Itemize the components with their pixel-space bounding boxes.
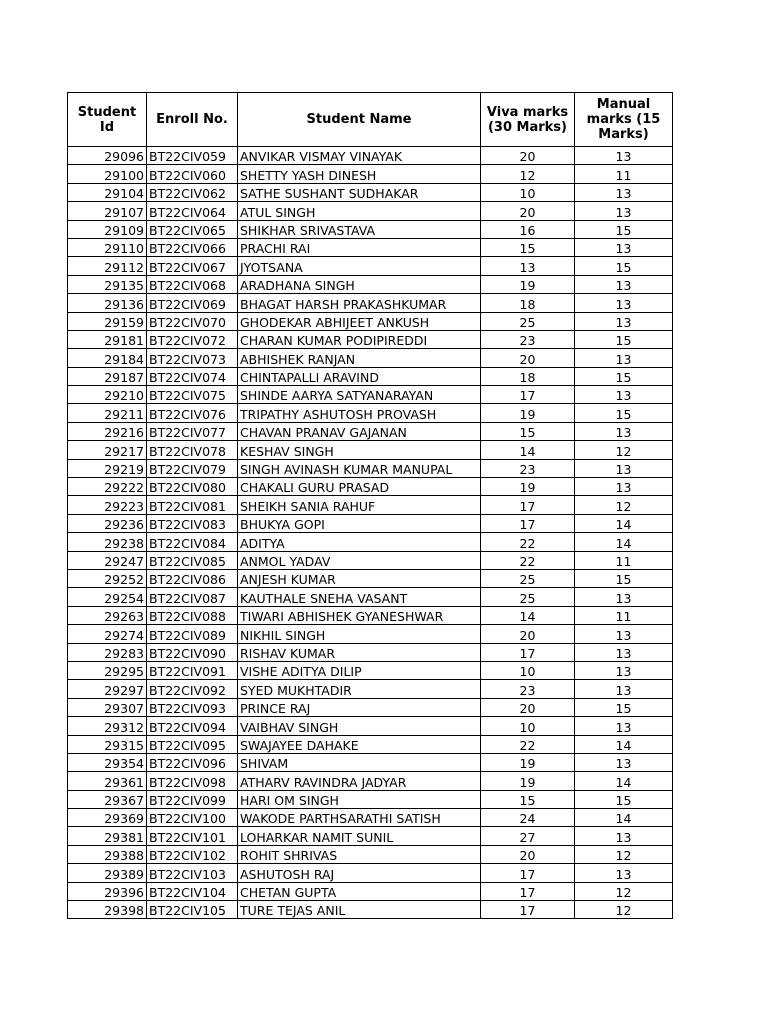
student-id-cell: 29315 (68, 735, 147, 753)
viva-marks-cell: 10 (481, 183, 575, 201)
student-name-cell: ATHARV RAVINDRA JADYAR (238, 772, 481, 790)
student-id-cell: 29104 (68, 183, 147, 201)
enroll-no-cell: BT22CIV073 (147, 349, 238, 367)
student-name-cell: VAIBHAV SINGH (238, 717, 481, 735)
student-id-cell: 29100 (68, 165, 147, 183)
manual-marks-cell: 13 (575, 680, 673, 698)
student-id-cell: 29367 (68, 790, 147, 808)
manual-marks-cell: 12 (575, 901, 673, 919)
table-row (68, 569, 673, 587)
student-id-cell: 29109 (68, 220, 147, 238)
table-body (68, 147, 673, 919)
table-row (68, 845, 673, 863)
enroll-no-cell: BT22CIV083 (147, 514, 238, 532)
student-id-cell: 29210 (68, 386, 147, 404)
table-row (68, 147, 673, 165)
table-row (68, 330, 673, 348)
manual-marks-cell: 15 (575, 790, 673, 808)
enroll-no-cell: BT22CIV098 (147, 772, 238, 790)
enroll-no-cell: BT22CIV096 (147, 753, 238, 771)
table-row (68, 441, 673, 459)
student-id-cell: 29096 (68, 147, 147, 165)
student-id-cell: 29216 (68, 422, 147, 440)
table-row (68, 514, 673, 532)
viva-marks-cell: 14 (481, 606, 575, 624)
student-id-cell: 29361 (68, 772, 147, 790)
student-id-cell: 29297 (68, 680, 147, 698)
table-row (68, 680, 673, 698)
viva-marks-cell: 20 (481, 698, 575, 716)
manual-marks-cell: 12 (575, 845, 673, 863)
table-row (68, 588, 673, 606)
student-name-cell: JYOTSANA (238, 257, 481, 275)
table-row (68, 717, 673, 735)
student-id-cell: 29369 (68, 809, 147, 827)
student-name-cell: PRINCE RAJ (238, 698, 481, 716)
header-student-name: Student Name (238, 93, 481, 147)
table-row (68, 202, 673, 220)
manual-marks-cell: 15 (575, 330, 673, 348)
enroll-no-cell: BT22CIV078 (147, 441, 238, 459)
student-id-cell: 29354 (68, 753, 147, 771)
student-name-cell: ASHUTOSH RAJ (238, 864, 481, 882)
header-student-id: Student Id (68, 93, 147, 147)
manual-marks-cell: 13 (575, 588, 673, 606)
student-id-cell: 29307 (68, 698, 147, 716)
table-row (68, 625, 673, 643)
enroll-no-cell: BT22CIV092 (147, 680, 238, 698)
manual-marks-cell: 15 (575, 698, 673, 716)
manual-marks-cell: 15 (575, 257, 673, 275)
viva-marks-cell: 15 (481, 238, 575, 256)
table-row (68, 735, 673, 753)
student-name-cell: NIKHIL SINGH (238, 625, 481, 643)
student-id-cell: 29187 (68, 367, 147, 385)
viva-marks-cell: 17 (481, 496, 575, 514)
viva-marks-cell: 10 (481, 661, 575, 679)
table-row (68, 606, 673, 624)
table-row (68, 478, 673, 496)
student-id-cell: 29283 (68, 643, 147, 661)
student-id-cell: 29159 (68, 312, 147, 330)
table-row (68, 643, 673, 661)
manual-marks-cell: 12 (575, 882, 673, 900)
table-row (68, 165, 673, 183)
enroll-no-cell: BT22CIV074 (147, 367, 238, 385)
student-name-cell: RISHAV KUMAR (238, 643, 481, 661)
table-row (68, 864, 673, 882)
table-row (68, 238, 673, 256)
table-row (68, 349, 673, 367)
table-row (68, 220, 673, 238)
viva-marks-cell: 19 (481, 275, 575, 293)
enroll-no-cell: BT22CIV085 (147, 551, 238, 569)
viva-marks-cell: 20 (481, 845, 575, 863)
viva-marks-cell: 10 (481, 717, 575, 735)
table-row (68, 809, 673, 827)
student-id-cell: 29274 (68, 625, 147, 643)
enroll-no-cell: BT22CIV079 (147, 459, 238, 477)
enroll-no-cell: BT22CIV104 (147, 882, 238, 900)
student-id-cell: 29389 (68, 864, 147, 882)
manual-marks-cell: 13 (575, 422, 673, 440)
manual-marks-cell: 15 (575, 569, 673, 587)
student-name-cell: ANMOL YADAV (238, 551, 481, 569)
table-row (68, 386, 673, 404)
student-name-cell: KESHAV SINGH (238, 441, 481, 459)
table-row (68, 551, 673, 569)
table-row (68, 496, 673, 514)
viva-marks-cell: 12 (481, 165, 575, 183)
manual-marks-cell: 13 (575, 643, 673, 661)
student-id-cell: 29238 (68, 533, 147, 551)
manual-marks-cell: 13 (575, 349, 673, 367)
student-name-cell: SHIKHAR SRIVASTAVA (238, 220, 481, 238)
manual-marks-cell: 13 (575, 753, 673, 771)
table-row (68, 183, 673, 201)
enroll-no-cell: BT22CIV077 (147, 422, 238, 440)
student-id-cell: 29110 (68, 238, 147, 256)
enroll-no-cell: BT22CIV091 (147, 661, 238, 679)
table-row (68, 698, 673, 716)
header-enroll-no: Enroll No. (147, 93, 238, 147)
student-name-cell: BHUKYA GOPI (238, 514, 481, 532)
enroll-no-cell: BT22CIV087 (147, 588, 238, 606)
enroll-no-cell: BT22CIV088 (147, 606, 238, 624)
viva-marks-cell: 19 (481, 404, 575, 422)
student-id-cell: 29381 (68, 827, 147, 845)
student-id-cell: 29236 (68, 514, 147, 532)
header-viva-marks: Viva marks (30 Marks) (481, 93, 575, 147)
student-name-cell: SHEIKH SANIA RAHUF (238, 496, 481, 514)
viva-marks-cell: 27 (481, 827, 575, 845)
viva-marks-cell: 18 (481, 294, 575, 312)
viva-marks-cell: 17 (481, 386, 575, 404)
student-name-cell: CHAKALI GURU PRASAD (238, 478, 481, 496)
student-id-cell: 29136 (68, 294, 147, 312)
manual-marks-cell: 13 (575, 827, 673, 845)
enroll-no-cell: BT22CIV095 (147, 735, 238, 753)
student-name-cell: SYED MUKHTADIR (238, 680, 481, 698)
student-id-cell: 29219 (68, 459, 147, 477)
enroll-no-cell: BT22CIV069 (147, 294, 238, 312)
enroll-no-cell: BT22CIV089 (147, 625, 238, 643)
student-name-cell: ROHIT SHRIVAS (238, 845, 481, 863)
enroll-no-cell: BT22CIV081 (147, 496, 238, 514)
table-row (68, 901, 673, 919)
manual-marks-cell: 13 (575, 717, 673, 735)
enroll-no-cell: BT22CIV090 (147, 643, 238, 661)
student-id-cell: 29247 (68, 551, 147, 569)
viva-marks-cell: 20 (481, 147, 575, 165)
marks-table (67, 92, 673, 919)
viva-marks-cell: 22 (481, 533, 575, 551)
viva-marks-cell: 19 (481, 478, 575, 496)
viva-marks-cell: 25 (481, 312, 575, 330)
student-id-cell: 29396 (68, 882, 147, 900)
viva-marks-cell: 20 (481, 202, 575, 220)
enroll-no-cell: BT22CIV086 (147, 569, 238, 587)
student-name-cell: SINGH AVINASH KUMAR MANUPAL (238, 459, 481, 477)
student-name-cell: TIWARI ABHISHEK GYANESHWAR (238, 606, 481, 624)
manual-marks-cell: 13 (575, 275, 673, 293)
enroll-no-cell: BT22CIV100 (147, 809, 238, 827)
manual-marks-cell: 15 (575, 404, 673, 422)
student-id-cell: 29107 (68, 202, 147, 220)
student-id-cell: 29112 (68, 257, 147, 275)
table-row (68, 294, 673, 312)
viva-marks-cell: 14 (481, 441, 575, 459)
student-id-cell: 29222 (68, 478, 147, 496)
manual-marks-cell: 14 (575, 514, 673, 532)
table-row (68, 661, 673, 679)
student-id-cell: 29398 (68, 901, 147, 919)
viva-marks-cell: 25 (481, 588, 575, 606)
viva-marks-cell: 23 (481, 330, 575, 348)
student-name-cell: CHINTAPALLI ARAVIND (238, 367, 481, 385)
table-row (68, 312, 673, 330)
enroll-no-cell: BT22CIV068 (147, 275, 238, 293)
enroll-no-cell: BT22CIV059 (147, 147, 238, 165)
manual-marks-cell: 15 (575, 367, 673, 385)
enroll-no-cell: BT22CIV076 (147, 404, 238, 422)
viva-marks-cell: 16 (481, 220, 575, 238)
viva-marks-cell: 23 (481, 459, 575, 477)
enroll-no-cell: BT22CIV067 (147, 257, 238, 275)
student-id-cell: 29252 (68, 569, 147, 587)
manual-marks-cell: 13 (575, 312, 673, 330)
student-name-cell: PRACHI RAI (238, 238, 481, 256)
enroll-no-cell: BT22CIV070 (147, 312, 238, 330)
table-row (68, 367, 673, 385)
enroll-no-cell: BT22CIV102 (147, 845, 238, 863)
table-row (68, 827, 673, 845)
manual-marks-cell: 12 (575, 441, 673, 459)
enroll-no-cell: BT22CIV065 (147, 220, 238, 238)
manual-marks-cell: 12 (575, 496, 673, 514)
viva-marks-cell: 20 (481, 625, 575, 643)
manual-marks-cell: 13 (575, 478, 673, 496)
student-name-cell: CHETAN GUPTA (238, 882, 481, 900)
enroll-no-cell: BT22CIV064 (147, 202, 238, 220)
table-row (68, 533, 673, 551)
viva-marks-cell: 24 (481, 809, 575, 827)
manual-marks-cell: 15 (575, 220, 673, 238)
student-id-cell: 29181 (68, 330, 147, 348)
enroll-no-cell: BT22CIV072 (147, 330, 238, 348)
table-row (68, 772, 673, 790)
viva-marks-cell: 19 (481, 772, 575, 790)
enroll-no-cell: BT22CIV080 (147, 478, 238, 496)
student-name-cell: SHINDE AARYA SATYANARAYAN (238, 386, 481, 404)
viva-marks-cell: 17 (481, 882, 575, 900)
student-id-cell: 29217 (68, 441, 147, 459)
enroll-no-cell: BT22CIV094 (147, 717, 238, 735)
enroll-no-cell: BT22CIV099 (147, 790, 238, 808)
header-row (68, 93, 673, 147)
table-row (68, 422, 673, 440)
manual-marks-cell: 11 (575, 551, 673, 569)
enroll-no-cell: BT22CIV101 (147, 827, 238, 845)
enroll-no-cell: BT22CIV060 (147, 165, 238, 183)
student-name-cell: SHETTY YASH DINESH (238, 165, 481, 183)
viva-marks-cell: 25 (481, 569, 575, 587)
student-name-cell: ARADHANA SINGH (238, 275, 481, 293)
viva-marks-cell: 13 (481, 257, 575, 275)
student-name-cell: BHAGAT HARSH PRAKASHKUMAR (238, 294, 481, 312)
manual-marks-cell: 13 (575, 864, 673, 882)
student-name-cell: WAKODE PARTHSARATHI SATISH (238, 809, 481, 827)
enroll-no-cell: BT22CIV084 (147, 533, 238, 551)
student-name-cell: ANJESH KUMAR (238, 569, 481, 587)
manual-marks-cell: 13 (575, 238, 673, 256)
manual-marks-cell: 13 (575, 459, 673, 477)
student-name-cell: SATHE SUSHANT SUDHAKAR (238, 183, 481, 201)
student-id-cell: 29254 (68, 588, 147, 606)
student-id-cell: 29295 (68, 661, 147, 679)
student-name-cell: LOHARKAR NAMIT SUNIL (238, 827, 481, 845)
table-row (68, 257, 673, 275)
manual-marks-cell: 11 (575, 606, 673, 624)
manual-marks-cell: 11 (575, 165, 673, 183)
table-row (68, 459, 673, 477)
student-id-cell: 29184 (68, 349, 147, 367)
manual-marks-cell: 14 (575, 809, 673, 827)
viva-marks-cell: 17 (481, 514, 575, 532)
student-name-cell: GHODEKAR ABHIJEET ANKUSH (238, 312, 481, 330)
manual-marks-cell: 14 (575, 772, 673, 790)
table-row (68, 404, 673, 422)
manual-marks-cell: 13 (575, 386, 673, 404)
student-name-cell: SHIVAM (238, 753, 481, 771)
student-id-cell: 29312 (68, 717, 147, 735)
table-row (68, 790, 673, 808)
table-row (68, 753, 673, 771)
manual-marks-cell: 13 (575, 183, 673, 201)
enroll-no-cell: BT22CIV103 (147, 864, 238, 882)
student-name-cell: HARI OM SINGH (238, 790, 481, 808)
student-id-cell: 29135 (68, 275, 147, 293)
viva-marks-cell: 22 (481, 735, 575, 753)
enroll-no-cell: BT22CIV093 (147, 698, 238, 716)
viva-marks-cell: 20 (481, 349, 575, 367)
manual-marks-cell: 14 (575, 533, 673, 551)
student-name-cell: ANVIKAR VISMAY VINAYAK (238, 147, 481, 165)
viva-marks-cell: 15 (481, 790, 575, 808)
manual-marks-cell: 13 (575, 147, 673, 165)
student-name-cell: KAUTHALE SNEHA VASANT (238, 588, 481, 606)
manual-marks-cell: 13 (575, 661, 673, 679)
enroll-no-cell: BT22CIV075 (147, 386, 238, 404)
viva-marks-cell: 15 (481, 422, 575, 440)
manual-marks-cell: 13 (575, 202, 673, 220)
enroll-no-cell: BT22CIV066 (147, 238, 238, 256)
table-row (68, 275, 673, 293)
student-name-cell: TRIPATHY ASHUTOSH PROVASH (238, 404, 481, 422)
student-id-cell: 29223 (68, 496, 147, 514)
student-id-cell: 29388 (68, 845, 147, 863)
viva-marks-cell: 18 (481, 367, 575, 385)
header-manual-marks: Manual marks (15 Marks) (575, 93, 673, 147)
student-name-cell: ATUL SINGH (238, 202, 481, 220)
viva-marks-cell: 17 (481, 864, 575, 882)
student-id-cell: 29263 (68, 606, 147, 624)
student-name-cell: CHAVAN PRANAV GAJANAN (238, 422, 481, 440)
manual-marks-cell: 13 (575, 625, 673, 643)
manual-marks-cell: 14 (575, 735, 673, 753)
enroll-no-cell: BT22CIV105 (147, 901, 238, 919)
viva-marks-cell: 23 (481, 680, 575, 698)
student-id-cell: 29211 (68, 404, 147, 422)
student-name-cell: CHARAN KUMAR PODIPIREDDI (238, 330, 481, 348)
student-name-cell: TURE TEJAS ANIL (238, 901, 481, 919)
viva-marks-cell: 17 (481, 901, 575, 919)
student-name-cell: SWAJAYEE DAHAKE (238, 735, 481, 753)
student-name-cell: VISHE ADITYA DILIP (238, 661, 481, 679)
viva-marks-cell: 19 (481, 753, 575, 771)
table-row (68, 882, 673, 900)
student-name-cell: ABHISHEK RANJAN (238, 349, 481, 367)
manual-marks-cell: 13 (575, 294, 673, 312)
table-header (68, 93, 673, 147)
enroll-no-cell: BT22CIV062 (147, 183, 238, 201)
viva-marks-cell: 22 (481, 551, 575, 569)
viva-marks-cell: 17 (481, 643, 575, 661)
student-name-cell: ADITYA (238, 533, 481, 551)
